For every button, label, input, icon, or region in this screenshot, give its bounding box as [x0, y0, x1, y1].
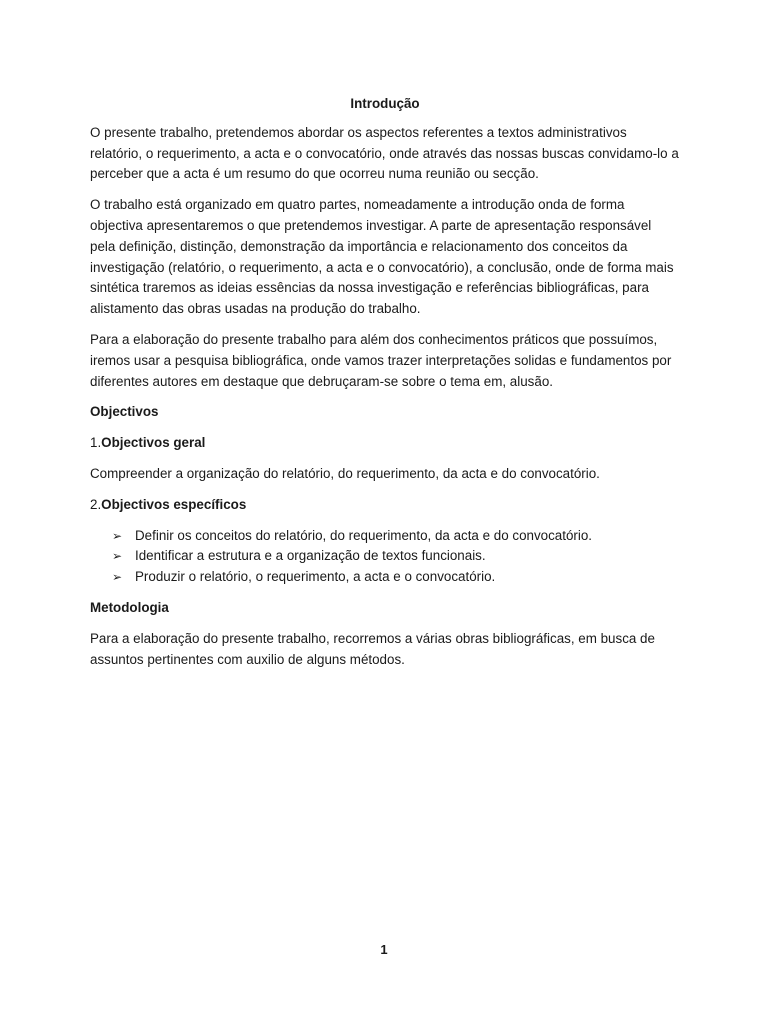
list-item-text: Definir os conceitos do relatório, do requerimento, da acta e do convocatório. — [135, 527, 593, 543]
list-item-text: Produzir o relatório, o requerimento, a acta e o convocatório. — [135, 569, 496, 585]
intro-paragraph-2: O trabalho está organizado em quatro partes, nomeadamente a introdução onda de forma objectiva apresentaremos o que pretendemos investigar. A parte de apresentação responsável pela definição, distinção, demonstração da importância e relacionamento dos conceitos da investigação (relatório, o requerimento, a acta e o convocatório), a conclusão, onde de forma mais sintética traremos as ideias essências da nossa investigação e referências bibliográficas, para alistamento das obras usadas na produção do trabalho. — [90, 197, 674, 317]
general-objective-title: Objectivos geral — [101, 435, 206, 451]
objectives-heading: Objectivos — [90, 404, 159, 420]
document-body — [90, 94, 680, 680]
methodology-text: Para a elaboração do presente trabalho, recorremos a várias obras bibliográficas, em busca de assuntos pertinentes com auxilio de alguns métodos. — [90, 630, 655, 667]
list-item — [90, 546, 680, 567]
general-objective-heading — [90, 433, 680, 454]
specific-objectives-heading — [90, 495, 680, 516]
intro-paragraph-3: Para a elaboração do presente trabalho para além dos conhecimentos práticos que possuímos, iremos usar a pesquisa bibliográfica, onde vamos trazer interpretações solidas e fundamentos por diferentes autores em destaque que debruçaram-se sobre o tema em, alusão. — [90, 331, 672, 389]
page-title: Introdução — [350, 96, 420, 111]
general-objective-number: 1. — [90, 435, 102, 451]
arrow-bullet-icon: ➢ — [112, 549, 123, 564]
arrow-bullet-icon: ➢ — [112, 528, 123, 543]
arrow-bullet-icon: ➢ — [112, 570, 123, 585]
list-item — [90, 567, 680, 588]
methodology-heading: Metodologia — [90, 599, 169, 615]
list-item-text: Identificar a estrutura e a organização de textos funcionais. — [135, 548, 486, 564]
specific-objectives-number: 2. — [90, 496, 102, 512]
specific-objectives-list — [90, 526, 680, 588]
page-number: 1 — [380, 942, 388, 957]
list-item — [90, 526, 680, 547]
general-objective-text: Compreender a organização do relatório, do requerimento, da acta e do convocatório. — [90, 465, 600, 481]
specific-objectives-title: Objectivos específicos — [101, 496, 247, 512]
intro-paragraph-1: O presente trabalho, pretendemos abordar os aspectos referentes a textos administrativos relatório, o requerimento, a acta e o convocatório, onde através das nossas buscas convidamo-lo a perceber que a acta é um resumo do que ocorreu numa reunião ou secção. — [90, 124, 679, 182]
